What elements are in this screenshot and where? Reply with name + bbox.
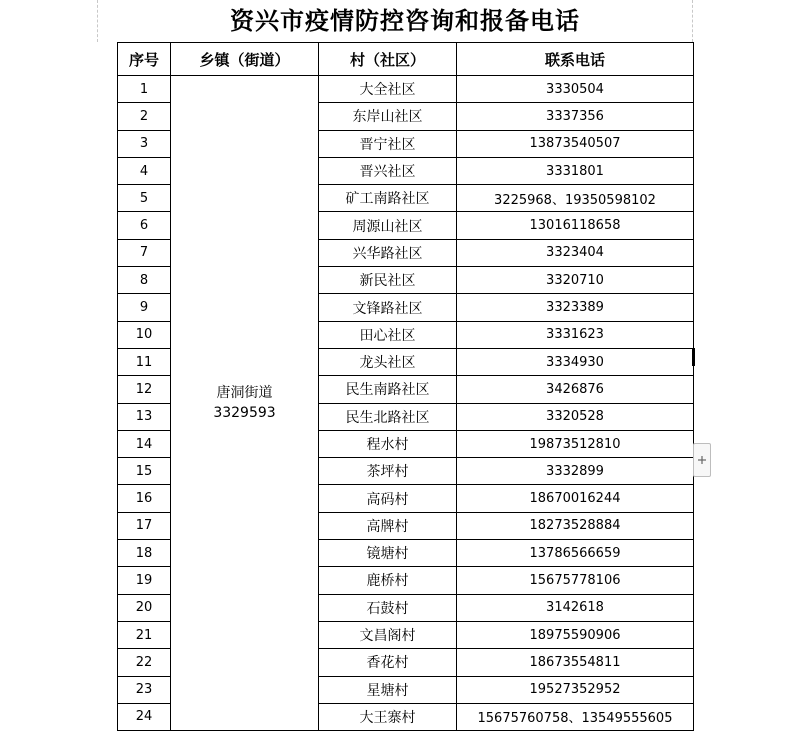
row-serial: 12 [118,376,171,403]
row-serial: 22 [118,649,171,676]
row-phone: 3320710 [457,267,694,294]
row-phone: 3320528 [457,403,694,430]
row-community: 文锋路社区 [319,294,457,321]
row-serial: 2 [118,103,171,130]
row-phone: 15675760758、13549555605 [457,703,694,730]
row-serial: 15 [118,458,171,485]
table-header-row [118,43,694,76]
row-community: 龙头社区 [319,348,457,375]
row-community: 鹿桥村 [319,567,457,594]
row-serial: 10 [118,321,171,348]
row-phone: 3323389 [457,294,694,321]
row-phone: 13873540507 [457,130,694,157]
cell-cursor-marker [692,348,695,366]
row-phone: 18273528884 [457,512,694,539]
row-community: 田心社区 [319,321,457,348]
row-phone: 19527352952 [457,676,694,703]
row-community: 高码村 [319,485,457,512]
row-serial: 4 [118,157,171,184]
row-community: 镜塘村 [319,540,457,567]
township-name: 唐洞街道 [216,385,273,402]
row-phone: 3332899 [457,458,694,485]
header-phone: 联系电话 [457,43,694,76]
row-phone: 13786566659 [457,540,694,567]
contact-table [117,42,694,731]
row-serial: 5 [118,185,171,212]
row-serial: 16 [118,485,171,512]
row-community: 程水村 [319,430,457,457]
row-community: 晋宁社区 [319,130,457,157]
township-cell [171,76,319,731]
row-phone: 3142618 [457,594,694,621]
header-serial: 序号 [118,43,171,76]
row-community: 矿工南路社区 [319,185,457,212]
row-community: 东岸山社区 [319,103,457,130]
row-phone: 3331801 [457,157,694,184]
row-phone: 18670016244 [457,485,694,512]
add-row-handle[interactable] [693,443,711,477]
row-phone: 15675778106 [457,567,694,594]
township-phone: 3329593 [213,405,276,422]
row-serial: 19 [118,567,171,594]
row-community: 香花村 [319,649,457,676]
row-community: 民生南路社区 [319,376,457,403]
row-serial: 9 [118,294,171,321]
row-community: 大全社区 [319,76,457,103]
row-community: 石鼓村 [319,594,457,621]
row-phone: 3426876 [457,376,694,403]
row-community: 民生北路社区 [319,403,457,430]
row-phone: 3323404 [457,239,694,266]
row-community: 晋兴社区 [319,157,457,184]
plus-icon [697,455,707,465]
row-serial: 14 [118,430,171,457]
header-community: 村（社区） [319,43,457,76]
row-community: 茶坪村 [319,458,457,485]
row-serial: 23 [118,676,171,703]
row-serial: 11 [118,348,171,375]
row-phone: 3331623 [457,321,694,348]
row-phone: 3334930 [457,348,694,375]
row-serial: 21 [118,621,171,648]
document-title: 资兴市疫情防控咨询和报备电话 [230,6,580,35]
row-serial: 3 [118,130,171,157]
row-community: 星塘村 [319,676,457,703]
row-serial: 6 [118,212,171,239]
header-township: 乡镇（街道） [171,43,319,76]
row-phone: 13016118658 [457,212,694,239]
row-phone: 3337356 [457,103,694,130]
row-serial: 13 [118,403,171,430]
row-community: 兴华路社区 [319,239,457,266]
row-phone: 18975590906 [457,621,694,648]
row-serial: 7 [118,239,171,266]
row-community: 新民社区 [319,267,457,294]
row-serial: 1 [118,76,171,103]
row-phone: 3225968、19350598102 [457,185,694,212]
row-serial: 8 [118,267,171,294]
row-serial: 20 [118,594,171,621]
row-community: 高牌村 [319,512,457,539]
row-phone: 19873512810 [457,430,694,457]
row-community: 大王寨村 [319,703,457,730]
row-serial: 24 [118,703,171,730]
row-serial: 18 [118,540,171,567]
row-serial: 17 [118,512,171,539]
row-phone: 18673554811 [457,649,694,676]
row-community: 周源山社区 [319,212,457,239]
row-phone: 3330504 [457,76,694,103]
table-row [118,76,694,103]
row-community: 文昌阁村 [319,621,457,648]
